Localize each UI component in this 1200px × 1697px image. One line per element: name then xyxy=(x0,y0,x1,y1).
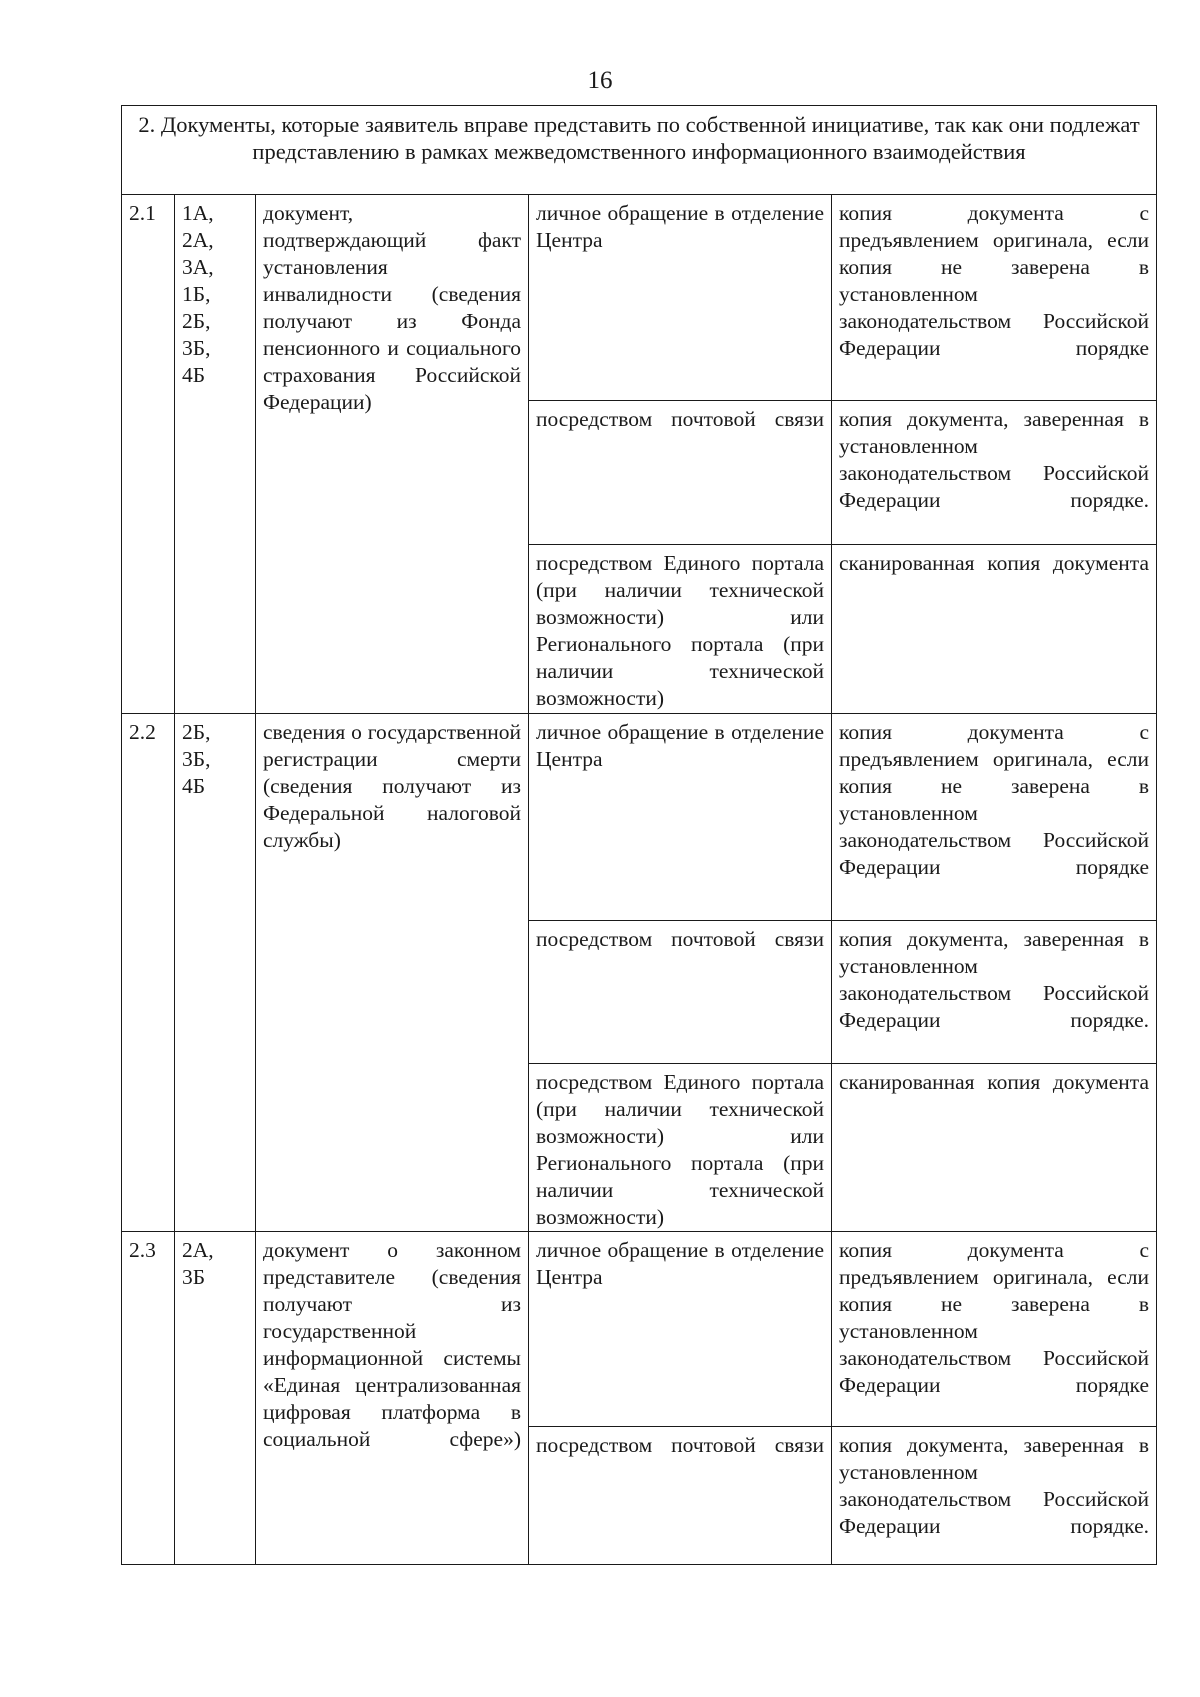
category-list xyxy=(175,714,256,1232)
document-form: копия документа, заверенная в установленном законодательством Российской Федерации порядке. xyxy=(832,401,1157,545)
category-code: 3Б xyxy=(182,1265,206,1289)
submission-method: личное обращение в отделение Центра xyxy=(529,195,832,401)
row-number: 2.2 xyxy=(122,714,175,1232)
table-row xyxy=(122,714,1157,921)
table-row xyxy=(122,195,1157,401)
submission-method: посредством почтовой связи xyxy=(529,921,832,1064)
category-code: 2Б, xyxy=(182,309,211,333)
submission-method: посредством Единого портала (при наличии технической возможности) или Регионального портала (при наличии технической возможности) xyxy=(529,1064,832,1232)
document-form: копия документа, заверенная в установленном законодательством Российской Федерации порядке. xyxy=(832,921,1157,1064)
submission-method: посредством Единого портала (при наличии технической возможности) или Регионального портала (при наличии технической возможности) xyxy=(529,545,832,714)
document-description: сведения о государственной регистрации смерти (сведения получают из Федеральной налоговой службы) xyxy=(256,714,529,1232)
document-form: копия документа с предъявлением оригинала, если копия не заверена в установленном законодательством Российской Федерации порядке xyxy=(832,195,1157,401)
category-code: 2А, xyxy=(182,228,214,252)
document-form: копия документа с предъявлением оригинала, если копия не заверена в установленном законодательством Российской Федерации порядке xyxy=(832,1232,1157,1427)
row-number: 2.3 xyxy=(122,1232,175,1565)
category-list xyxy=(175,1232,256,1565)
row-number: 2.1 xyxy=(122,195,175,714)
category-code: 1А, xyxy=(182,201,214,225)
submission-method: личное обращение в отделение Центра xyxy=(529,714,832,921)
category-code: 3Б, xyxy=(182,747,211,771)
section-title: 2. Документы, которые заявитель вправе представить по собственной инициативе, так как они подлежат представлению в рамках межведомственного информационного взаимодействия xyxy=(122,106,1157,195)
category-code: 3Б, xyxy=(182,336,211,360)
submission-method: посредством почтовой связи xyxy=(529,1427,832,1565)
page-number: 16 xyxy=(587,67,613,94)
submission-method: личное обращение в отделение Центра xyxy=(529,1232,832,1427)
category-code: 2Б, xyxy=(182,720,211,744)
documents-table xyxy=(121,105,1157,1565)
submission-method: посредством почтовой связи xyxy=(529,401,832,545)
document-description: документ, подтверждающий факт установления инвалидности (сведения получают из Фонда пенсионного и социального страхования Российской Федерации) xyxy=(256,195,529,714)
document-form: сканированная копия документа xyxy=(832,545,1157,714)
category-list xyxy=(175,195,256,714)
category-code: 2А, xyxy=(182,1238,214,1262)
document-form: копия документа с предъявлением оригинала, если копия не заверена в установленном законодательством Российской Федерации порядке xyxy=(832,714,1157,921)
document-description: документ о законном представителе (сведения получают из государственной информационной системы «Единая централизованная цифровая платформа в социальной сфере») xyxy=(256,1232,529,1565)
section-header-row xyxy=(122,106,1157,195)
table-row xyxy=(122,1232,1157,1427)
document-form: сканированная копия документа xyxy=(832,1064,1157,1232)
category-code: 4Б xyxy=(182,774,206,798)
document-form: копия документа, заверенная в установленном законодательством Российской Федерации порядке. xyxy=(832,1427,1157,1565)
category-code: 3А, xyxy=(182,255,214,279)
category-code: 4Б xyxy=(182,363,206,387)
category-code: 1Б, xyxy=(182,282,211,306)
